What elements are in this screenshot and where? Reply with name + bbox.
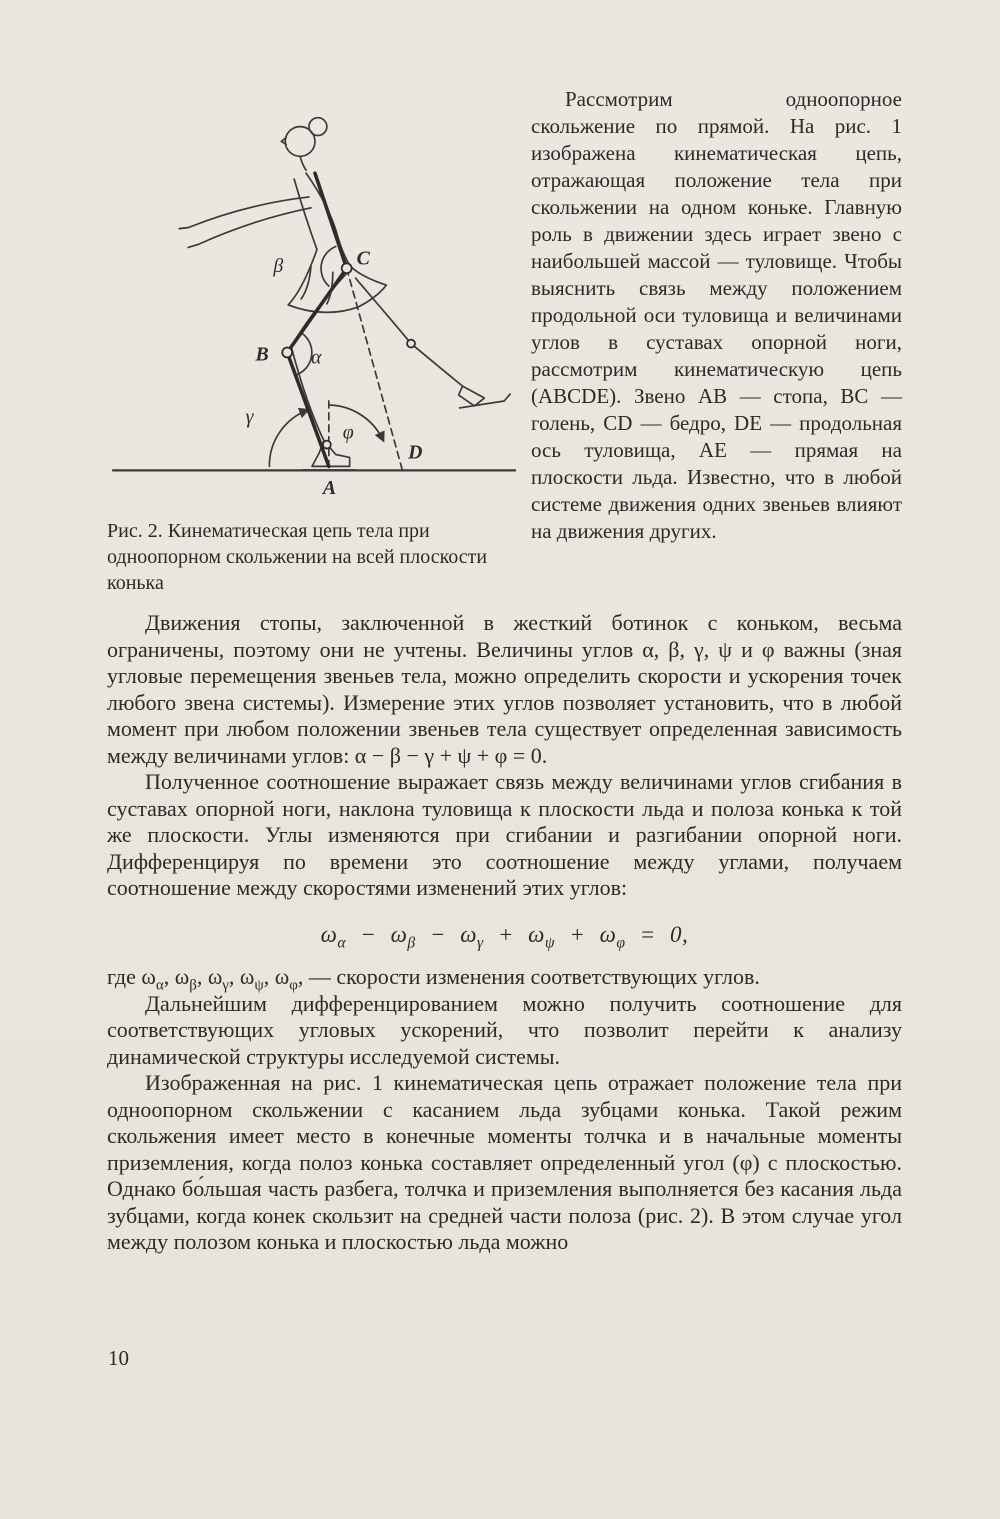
skater-outline [179,118,510,471]
omega-formula: $\omega_\alpha - \omega_\beta - \omega_\gamma + \omega_\psi + \omega_\varphi = 0$, [320,921,689,952]
paragraph-differentiation: Дальнейшим дифференцированием можно получить соотношение для соответствующих угловых ускорений, что позволит перейти к анализу динамической структуры исследуемой системы. [107,990,902,1069]
paragraph-angle-relation: Полученное соотношение выражает связь между величинами углов сгибания в суставах опорной ноги, наклона туловища к плоскости льда и полоза конька к той же плоскости. Углы изменяются при сгибании и разгибании опорной ноги. Дифференцируя по времени это соотношение между углами, получаем соотношение между скоростями изменений этих углов: [107,769,902,900]
main-text [107,610,902,1256]
kinematic-chain [287,173,346,466]
label-B: B [255,343,269,366]
paragraph-sliding-modes: Изображенная на рис. 1 кинематическая цепь отражает положение тела при одноопорном скольжении с касанием льда зубцами конька. Такой режим скольжения имеет место в конечные моменты толчка и в начальные моменты приземления, когда полоз конька составляет определенный угол (φ) с плоскостью. Однако бо́льшая часть разбега, толчка и приземления выполняется без касания льда зубцами, когда конек скользит на средней части полоза (рис. 2). В этом случае угол между полозом конька и плоскостью льда можно [107,1070,902,1254]
paragraph-foot-movements: Движения стопы, заключенной в жесткий ботинок с коньком, весьма ограничены, поэтому они не учтены. Величины углов α, β, γ, ψ и φ важны (зная угловые перемещения звеньев тела, можно определить скорости и ускорения точек любого звена системы). Измерение этих углов позволяет установить, что в любой момент при любом положении звеньев тела существует определенная зависимость между величинами углов: α − β − γ + ψ + φ = 0. [107,610,902,768]
intro-paragraph: Рассмотрим одноопорное скольжение по прямой. На рис. 1 изображена кинематическая цепь, отражающая положение тела при скольжении на одном коньке. Главную роль в движении здесь играет звено с наибольшей массой — туловище. Чтобы выяснить связь между положением продольной оси туловища и величинами углов в суставах опорной ноги, рассмотрим кинематическую цепь (ABCDE). Звено AB — стопа, BC — голень, CD — бедро, DE — продольная ось туловища, AE — прямая на плоскости льда. Известно, что в любой системе движения одних звеньев влияют на движения других. [531,87,902,543]
construction-lines [329,268,402,469]
page-number: 10 [108,1346,129,1370]
label-beta: β [273,255,284,278]
figure-2-skater-drawing [99,86,523,506]
figure-2-caption: Рис. 2. Кинематическая цепь тела при одноопорном скольжении на всей плоскости конька [107,520,488,594]
label-gamma: γ [245,405,254,428]
paragraph-where-definitions: где $\omega_\alpha$, $\omega_\beta$, $\omega_\gamma$, $\omega_\psi$, $\omega_\varphi$, — скорости изменения соответствующих углов. [107,964,760,994]
label-phi: φ [342,421,354,444]
top-section [107,86,902,596]
label-D: D [408,441,423,464]
label-A: A [322,477,337,500]
label-C: C [356,247,370,270]
label-alpha: α [311,346,322,369]
figure-2 [107,86,531,596]
